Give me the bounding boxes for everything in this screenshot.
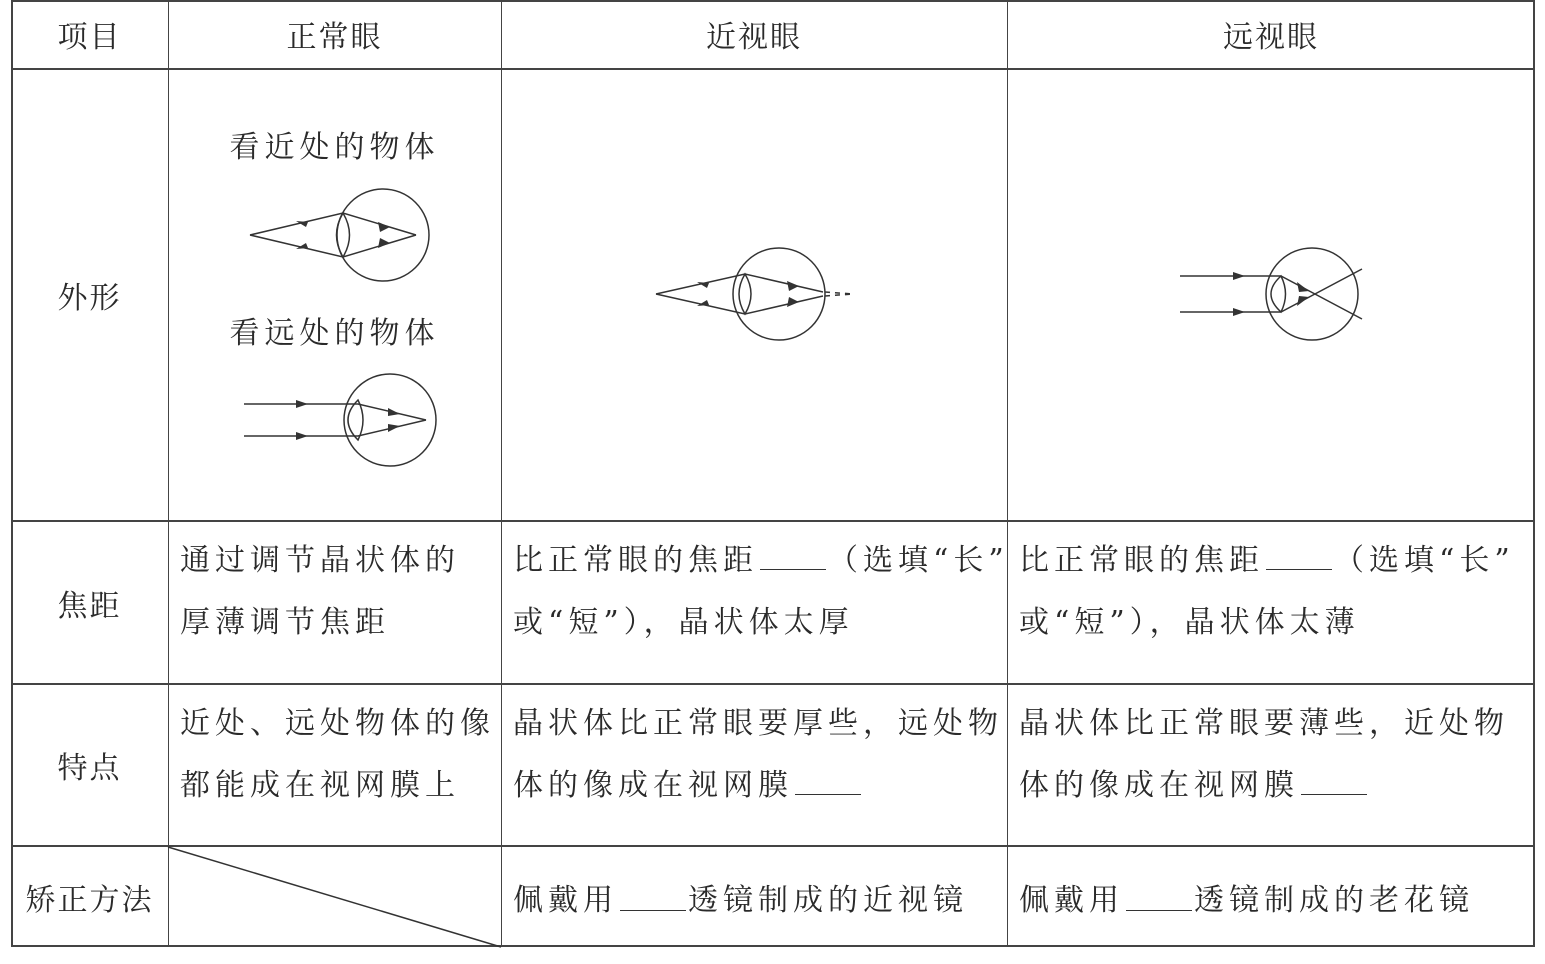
feature-hyperopia-text-b: 体的像成在视网膜 [1019, 768, 1299, 803]
feature-normal-line2: 都能成在视网膜上 [180, 768, 460, 803]
focal-normal [168, 522, 501, 683]
correction-hyperopia [1007, 847, 1535, 947]
focal-hyperopia-line1 [1019, 530, 1535, 592]
caption-near-object: 看近处的物体 [229, 130, 440, 165]
hyperopia-eye-diagram [1007, 70, 1535, 522]
focal-myopia-line1 [513, 530, 1007, 592]
feature-myopia-blank[interactable] [795, 768, 861, 795]
focal-hyperopia-blank[interactable] [1266, 543, 1332, 570]
feature-myopia [501, 685, 1007, 845]
header-myopia: 近视眼 [706, 20, 802, 55]
feature-myopia-line1: 晶状体比正常眼要厚些，远处物 [513, 706, 1003, 741]
feature-myopia-text-b: 体的像成在视网膜 [513, 768, 793, 803]
correction-myopia [501, 847, 1007, 947]
focal-myopia-line2: 或“短”），晶状体太厚 [513, 605, 854, 640]
focal-normal-line2: 厚薄调节焦距 [180, 605, 390, 640]
myopia-diagram-cell [501, 70, 1007, 520]
header-item: 项目 [57, 20, 122, 55]
focal-hyperopia-line2: 或“短”），晶状体太薄 [1019, 605, 1360, 640]
focal-hyperopia [1007, 522, 1535, 683]
focal-myopia-text-b: （选填“长” [828, 543, 1009, 578]
focal-myopia [501, 522, 1007, 683]
feature-hyperopia-blank[interactable] [1301, 768, 1367, 795]
correction-hyperopia-blank[interactable] [1126, 884, 1192, 911]
correction-hyperopia-text-b: 透镜制成的老花镜 [1194, 883, 1474, 918]
correction-row [11, 847, 1535, 947]
correction-myopia-blank[interactable] [620, 884, 686, 911]
feature-normal [168, 685, 501, 845]
normal-eye-far-diagram [168, 70, 501, 522]
focal-myopia-blank[interactable] [760, 543, 826, 570]
focal-normal-line1: 通过调节晶状体的 [180, 543, 460, 578]
row-label-correction: 矫正方法 [25, 883, 154, 918]
focal-hyperopia-text-b: （选填“长” [1334, 543, 1515, 578]
header-hyperopia: 远视眼 [1223, 20, 1319, 55]
correction-myopia-text-a: 佩戴用 [513, 883, 618, 918]
focal-hyperopia-text-a: 比正常眼的焦距 [1019, 543, 1264, 578]
row-label-focal: 焦距 [57, 588, 122, 624]
caption-far-object: 看远处的物体 [229, 316, 440, 351]
correction-hyperopia-text-a: 佩戴用 [1019, 883, 1124, 918]
feature-hyperopia-line2 [1019, 755, 1535, 817]
hyperopia-diagram-cell [1007, 70, 1535, 520]
correction-myopia-text-b: 透镜制成的近视镜 [688, 883, 968, 918]
eye-comparison-table [11, 0, 1535, 947]
feature-row [11, 685, 1535, 847]
focal-myopia-text-a: 比正常眼的焦距 [513, 543, 758, 578]
correction-normal-empty [168, 847, 501, 947]
header-normal-eye: 正常眼 [286, 20, 383, 55]
diagonal-slash [168, 847, 501, 947]
header-row [11, 0, 1535, 70]
myopia-eye-diagram [501, 70, 1007, 522]
feature-hyperopia-line1: 晶状体比正常眼要薄些，近处物 [1019, 706, 1509, 741]
feature-normal-line1: 近处、远处物体的像 [180, 706, 495, 741]
row-label-appearance: 外形 [57, 281, 122, 316]
row-label-feature: 特点 [57, 751, 122, 786]
normal-eye-diagrams [168, 70, 501, 520]
feature-hyperopia [1007, 685, 1535, 845]
feature-myopia-line2 [513, 755, 1007, 817]
appearance-row [11, 70, 1535, 522]
focal-length-row [11, 522, 1535, 685]
